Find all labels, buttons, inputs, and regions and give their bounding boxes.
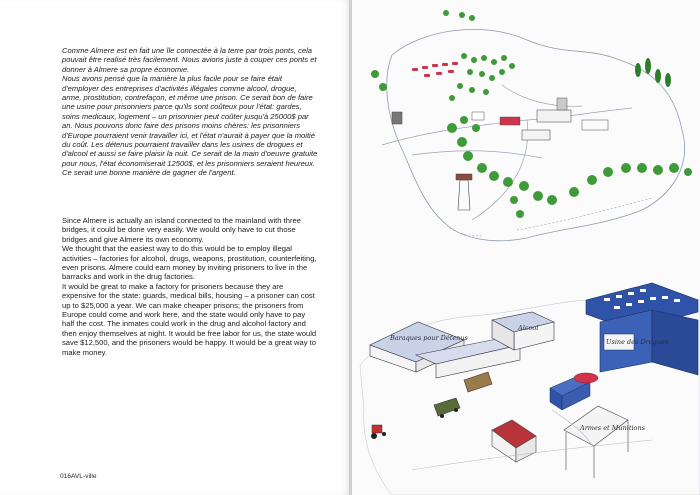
illustration-drawing (352, 0, 700, 495)
road (412, 151, 542, 158)
vehicles (371, 372, 492, 439)
factory-sign: Usine des Drogues (606, 338, 669, 346)
red-field-markers (412, 62, 458, 77)
right-page (352, 0, 700, 495)
road (502, 85, 582, 106)
french-paragraph-2: Nous avons pensé que la manière la plus facile pour se faire était d'employer des entreprises d'activités illégales comme alcool, drogue, arme, prostitution, contrefaçon, et même une prison. Ce serait bon de faire une usine pour prisonniers parce qu'ils sont coûteux pour l'état: gardes, soins medicaux, logement – un prisonnier peut coûter jusqu'à 25000$ par an. Nous pouvons donc faire des prisons moins chères: les prisonniers d'Europe pourraient venir travailler ici, et l'état n'aurait à payer que la moitié du coût. Les détenus pourraient travailler dans les usines de drogues et d'alcool et aussi se faire plaisir la nuit. Ce serait de la main d'oeuvre gratuite pour nous, l'état économiserait 12500$, et les prisonniers seraient heureux. Ce serait une bonne manière de gagner de l'argent. (62, 74, 318, 178)
red-tank (574, 373, 598, 383)
drug-factory-building (586, 283, 698, 375)
trees (371, 10, 692, 218)
shed-sign: Armes et Munitions (580, 424, 645, 432)
english-paragraph-2: We thought that the easiest way to do this would be to employ illegal activities – factories for alcohol, drugs, weapons, prostitution, counterfeiting, even prisons. Almere could earn money by inviting prisoners to live in the barracks and work in the drug factories. (62, 244, 317, 282)
english-paragraph-1: Since Almere is actually an island connected to the mainland with three bridges, it could be done very easily. We would only have to cut those bridges and give Almere its own economy. (62, 216, 301, 244)
english-text-block (62, 216, 318, 357)
french-paragraph-1: Comme Almere est en fait une île connectée à la terre par trois ponts, cela pouvait être realisé très facilement. Nous avions juste à couper ces ponts et donner à Almere sa propre économie. (62, 46, 317, 74)
fence (447, 225, 482, 236)
page-folio: 016AVL-ville (60, 473, 97, 480)
road (382, 108, 632, 145)
french-text-block (62, 46, 318, 178)
warehouse-sign: Alcool (518, 324, 539, 332)
english-paragraph-3: It would be great to make a factory for prisoners because they are expensive for the state: guards, medical bills, housing – a prisoner can cost up to $25,000 a year. We can make cheaper prisons; the prisoners from Europe could come and work here, and the state would only have to pay half the cost. The inmates could work in the drug and alcohol factory and then enjoy themselves at night. It would be free labor for us, the state would save $12,500, and the prisoners would be happy. It would be a great way to make money. (62, 281, 317, 357)
red-roof-house (492, 420, 536, 462)
barracks-sign: Baraques pour Détenus (390, 334, 468, 342)
